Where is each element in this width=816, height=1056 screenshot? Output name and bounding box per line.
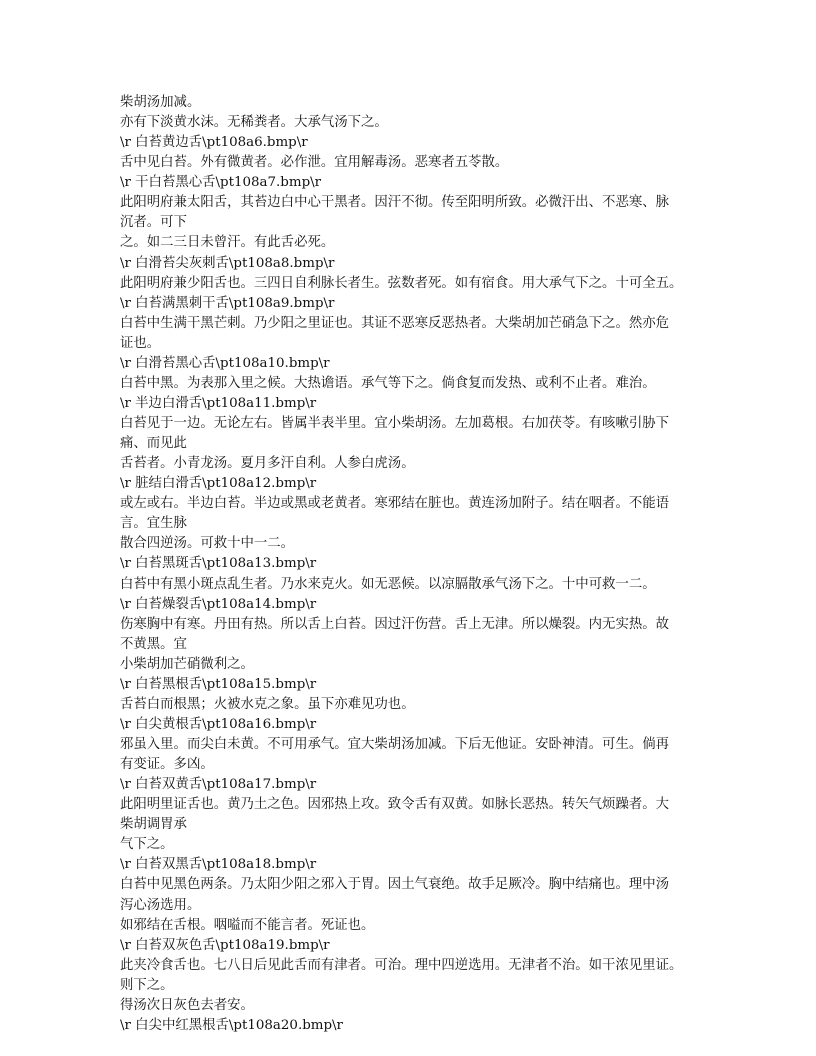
text-line: 柴胡汤加减。 xyxy=(120,95,201,110)
text-line: 则下之。 xyxy=(120,977,174,993)
image-reference-line: \r 白苔满黑刺干舌\pt108a9.bmp\r xyxy=(120,295,335,311)
text-line: 伤寒胸中有寒。丹田有热。所以舌上白苔。因过汗伤营。舌上无津。所以燥裂。内无实热。故 xyxy=(120,616,670,632)
text-line: 白苔中黑。为表那入里之候。大热谵语。承气等下之。倘食复而发热、或利不止者。难治。 xyxy=(120,375,656,391)
text-line: 得汤次日灰色去者安。 xyxy=(120,997,254,1013)
text-line: 小柴胡加芒硝微利之。 xyxy=(120,656,254,672)
image-reference-line: \r 白苔双黄舌\pt108a17.bmp\r xyxy=(120,777,317,793)
image-reference-line: \r 白苔黑根舌\pt108a15.bmp\r xyxy=(120,676,317,692)
text-line: 气下之。 xyxy=(120,837,174,853)
text-line: 证也。 xyxy=(120,335,161,351)
image-reference-line: \r 干白苔黑心舌\pt108a7.bmp\r xyxy=(120,175,322,191)
text-line: 言。宜生脉 xyxy=(120,516,187,532)
image-reference-line: \r 白滑苔尖灰刺舌\pt108a8.bmp\r xyxy=(120,255,335,271)
text-line: 舌中见白苔。外有微黄者。必作泄。宜用解毒汤。恶寒者五苓散。 xyxy=(120,155,509,171)
text-line: 泻心汤选用。 xyxy=(120,897,201,913)
text-line: 白苔见于一边。无论左右。皆属半表半里。宜小柴胡汤。左加葛根。右加茯苓。有咳嗽引胁下 xyxy=(120,416,670,431)
image-reference-line: \r 白苔黄边舌\pt108a6.bmp\r xyxy=(120,135,308,151)
text-line: 舌苔者。小青龙汤。夏月多汗自利。人参白虎汤。 xyxy=(120,456,415,472)
image-reference-line: \r 白苔双黑舌\pt108a18.bmp\r xyxy=(120,857,317,873)
text-line: 沉者。可下 xyxy=(120,215,187,231)
image-reference-line: \r 白苔黑斑舌\pt108a13.bmp\r xyxy=(120,556,317,572)
text-line: 如邪结在舌根。咽嗌而不能言者。死证也。 xyxy=(120,917,375,933)
text-line: 柴胡调胃承 xyxy=(120,817,187,833)
image-reference-line: \r 半边白滑舌\pt108a11.bmp\r xyxy=(120,395,317,411)
text-line: 此阳明府兼太阳舌，其苔边白中心干黑者。因汗不彻。传至阳明所致。必微汗出、不恶寒、脉 xyxy=(120,195,670,211)
text-line: 此夹冷食舌也。七八日后见此舌而有津者。可治。理中四逆选用。无津者不治。如干浓见里证。 xyxy=(120,957,683,973)
text-line: 散合四逆汤。可救十中一二。 xyxy=(120,536,295,552)
text-line: 白苔中有黑小斑点乱生者。乃水来克火。如无恶候。以凉膈散承气汤下之。十中可救一二。 xyxy=(120,576,656,592)
text-line: 此阳明里证舌也。黄乃土之色。因邪热上攻。致令舌有双黄。如脉长恶热。转矢气烦躁者。大 xyxy=(120,797,670,813)
image-reference-line: \r 脏结白滑舌\pt108a12.bmp\r xyxy=(120,476,317,492)
image-reference-line: \r 白尖黄根舌\pt108a16.bmp\r xyxy=(120,716,317,732)
text-line: 有变证。多凶。 xyxy=(120,757,214,773)
text-line: 或左或右。半边白苔。半边或黑或老黄者。寒邪结在脏也。黄连汤加附子。结在咽者。不能语 xyxy=(120,496,670,512)
text-line: 邪虽入里。而尖白未黄。不可用承气。宜大柴胡汤加减。下后无他证。安卧神清。可生。倘再 xyxy=(120,737,670,752)
text-line: 痛、而见此 xyxy=(120,436,187,452)
text-line: 不黄黑。宜 xyxy=(120,636,187,652)
text-line: 亦有下淡黄水沫。无稀粪者。大承气汤下之。 xyxy=(120,115,388,131)
text-line: 此阳明府兼少阳舌也。三四日自利脉长者生。弦数者死。如有宿食。用大承气下之。十可全五。 xyxy=(120,275,683,291)
document-page xyxy=(120,93,710,1036)
text-line: 白苔中见黑色两条。乃太阳少阳之邪入于胃。因土气衰绝。故手足厥冷。胸中结痛也。理中汤 xyxy=(120,877,670,893)
text-line: 之。如二三日未曾汗。有此舌必死。 xyxy=(120,235,335,251)
text-line: 舌苔白而根黑；火被水克之象。虽下亦难见功也。 xyxy=(120,696,415,712)
text-line: 白苔中生满干黑芒刺。乃少阳之里证也。其证不恶寒反恶热者。大柴胡加芒硝急下之。然亦危 xyxy=(120,315,670,331)
image-reference-line: \r 白尖中红黑根舌\pt108a20.bmp\r xyxy=(120,1017,343,1033)
image-reference-line: \r 白苔燥裂舌\pt108a14.bmp\r xyxy=(120,596,317,612)
image-reference-line: \r 白苔双灰色舌\pt108a19.bmp\r xyxy=(120,937,330,953)
image-reference-line: \r 白滑苔黑心舌\pt108a10.bmp\r xyxy=(120,355,330,371)
